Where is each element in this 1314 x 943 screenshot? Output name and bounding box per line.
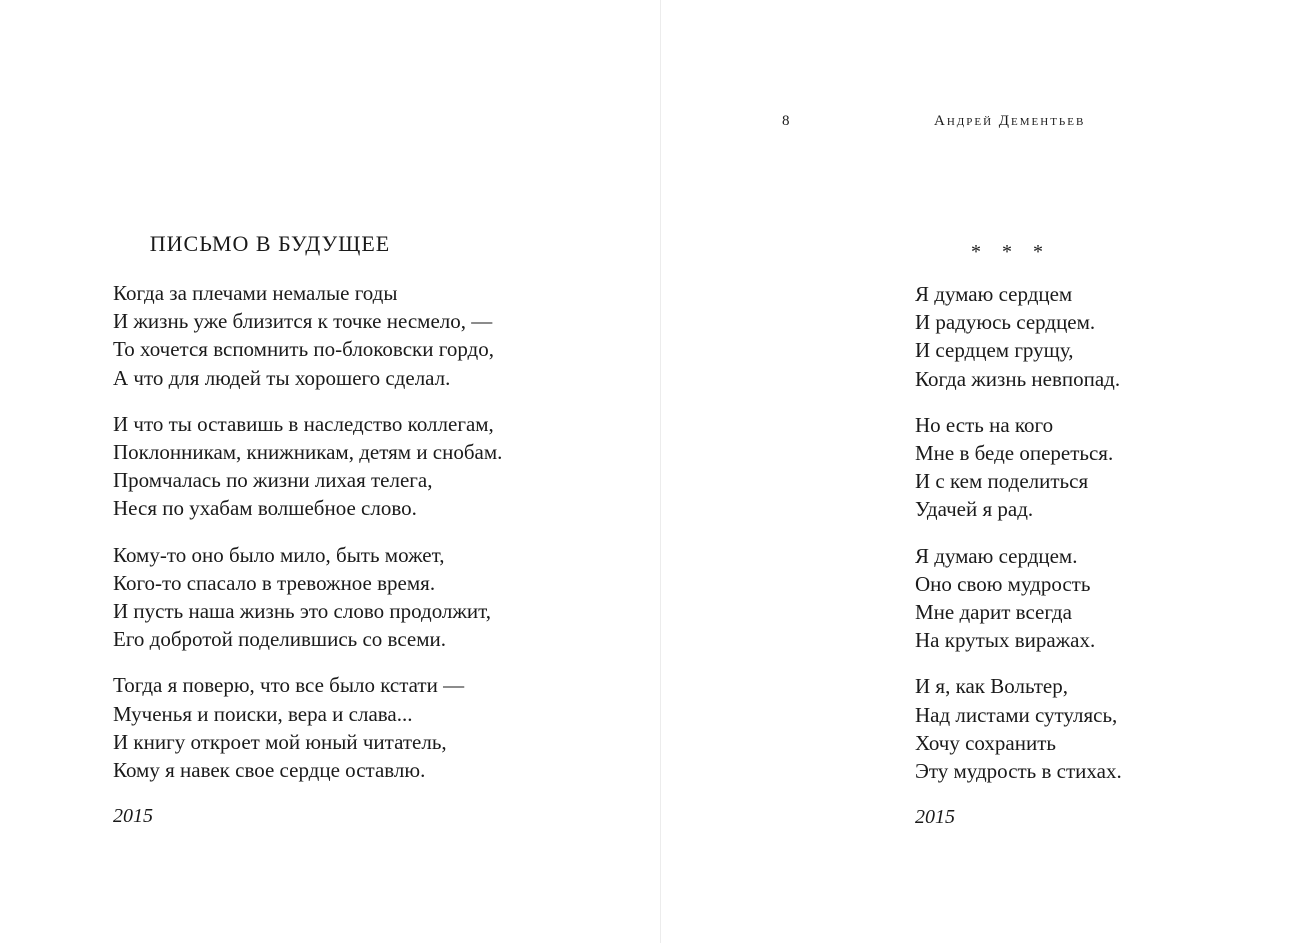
poem-year: 2015 (915, 806, 955, 829)
stanza (915, 411, 1122, 524)
poem-line: Кому-то оно было мило, быть может, (113, 542, 445, 567)
poem-line: Но есть на кого (915, 412, 1054, 437)
poem-line: Удачей я рад. (915, 497, 1034, 522)
poem-line: На крутых виражах. (915, 628, 1096, 653)
poem-year: 2015 (113, 805, 153, 828)
poem-line: И что ты оставишь в наследство коллегам, (113, 411, 494, 436)
stanza (113, 671, 502, 784)
stanza (915, 280, 1122, 393)
right-poem (915, 280, 1122, 831)
page-number: 8 (782, 113, 791, 129)
stanza (113, 410, 502, 523)
poem-line: И книгу откроет мой юный читатель, (113, 729, 447, 754)
poem-line: Когда за плечами немалые годы (113, 281, 398, 305)
poem-line: Неся по ухабам волшебное слово. (113, 496, 417, 521)
poem-line: Тогда я поверю, что все было кстати — (113, 673, 465, 698)
poem-line: Кого-то спасало в тревожное время. (113, 570, 436, 595)
left-poem (113, 279, 502, 830)
stanza (113, 541, 502, 654)
poem-line: Мне в беде опереться. (915, 441, 1114, 466)
stanza (915, 542, 1122, 655)
poem-line: Над листами сутулясь, (915, 702, 1118, 727)
poem-line: И жизнь уже близится к точке несмело, — (113, 309, 493, 334)
stanza (915, 672, 1122, 785)
stanza (113, 279, 502, 392)
poem-line: И пусть наша жизнь это слово продолжит, (113, 599, 491, 624)
poem-title: ПИСЬМО В БУДУЩЕЕ (149, 231, 391, 256)
poem-line: И я, как Вольтер, (915, 674, 1068, 699)
right-page (661, 0, 1314, 943)
poem-line: А что для людей ты хорошего сделал. (113, 365, 451, 390)
poem-line: И с кем поделиться (915, 469, 1089, 494)
poem-line: И сердцем грущу, (915, 338, 1074, 363)
poem-line: Поклонникам, книжникам, детям и снобам. (113, 440, 503, 465)
asterism-separator: * * * (971, 241, 1051, 263)
poem-line: Оно свою мудрость (915, 571, 1091, 596)
poem-line: Эту мудрость в стихах. (915, 759, 1122, 784)
poem-line: Кому я навек свое сердце оставлю. (113, 758, 426, 783)
poem-line: И радуюсь сердцем. (915, 310, 1096, 335)
poem-line: Когда жизнь невпопад. (915, 366, 1121, 391)
poem-line: Хочу сохранить (915, 730, 1056, 755)
poem-line: То хочется вспомнить по-блоковски гордо, (113, 337, 494, 362)
poem-line: Его добротой поделившись со всеми. (113, 627, 447, 652)
running-head-author: Андрей Дементьев (934, 113, 1086, 129)
poem-line: Мне дарит всегда (915, 600, 1072, 625)
poem-line: Промчалась по жизни лихая телега, (113, 468, 433, 493)
poem-line: Я думаю сердцем. (915, 543, 1078, 568)
poem-line: Мученья и поиски, вера и слава... (113, 701, 413, 726)
poem-line: Я думаю сердцем (915, 282, 1073, 306)
